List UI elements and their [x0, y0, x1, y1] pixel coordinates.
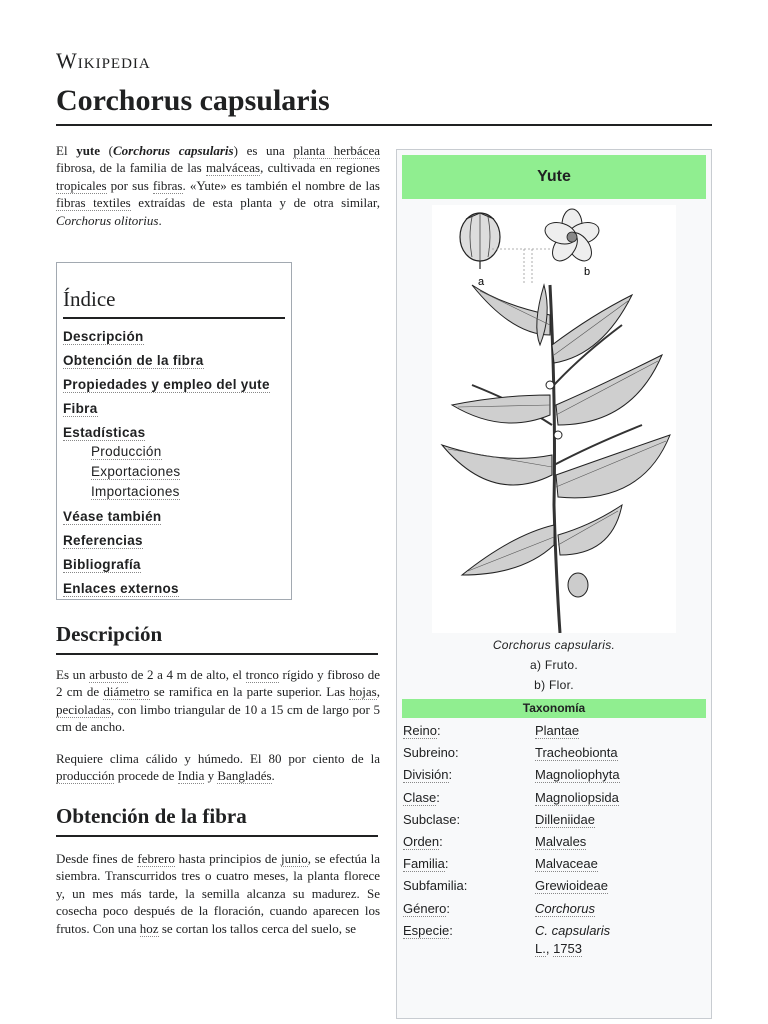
toc-item-enlaces-externos[interactable]: Enlaces externos: [63, 581, 179, 596]
link-arbusto[interactable]: arbusto: [89, 667, 128, 682]
link-pecioladas[interactable]: pecioladas: [56, 701, 111, 717]
link-fibras[interactable]: fibras: [152, 177, 183, 193]
tax-value-reino[interactable]: Plantae: [535, 723, 580, 738]
taxonomy-row: Género: Corchorus: [403, 900, 595, 916]
link-india[interactable]: India: [177, 768, 205, 784]
obtencion-text: Desde fines de febrero hasta principios de junio, se efectúa la siembra. Transcurridos tres o cuatro meses, la planta florece y, un mes más tarde, la semilla alcanza su madurez. Se cosecha poco después de la floración, cuando aparecen los frutos. Con una hoz se cortan los tallos cerca del suelo, se: [56, 851, 381, 936]
toc-item-referencias[interactable]: Referencias: [63, 533, 143, 548]
year-link[interactable]: 1753: [553, 940, 582, 956]
taxonomy-row: Orden: Malvales: [403, 833, 587, 849]
label-a: a: [478, 276, 485, 288]
tax-key-orden[interactable]: Orden: [403, 833, 440, 849]
taxonomy-row: Clase: Magnoliopsida: [403, 789, 619, 805]
taxonomy-header: Taxonomía: [402, 699, 706, 718]
tax-key-division[interactable]: División: [403, 767, 449, 783]
toc-subitem-exportaciones[interactable]: Exportaciones: [91, 464, 181, 479]
tax-key-clase[interactable]: Clase: [403, 789, 437, 805]
tax-key-subclase: Subclase: [403, 811, 457, 827]
link-diametro[interactable]: diámetro: [103, 684, 150, 700]
taxobox-title: Yute: [402, 155, 706, 199]
toc-subitem-importaciones[interactable]: Importaciones: [91, 484, 180, 499]
flower-drawing: [542, 209, 601, 266]
wikipedia-logo[interactable]: Wikipedia: [56, 48, 151, 73]
tax-value-subclase[interactable]: Dilleniidae: [535, 811, 595, 827]
toc-item-propiedades[interactable]: Propiedades y empleo del yute: [63, 377, 270, 392]
toc-item-fibra[interactable]: Fibra: [63, 401, 98, 416]
caption-fruit: a) Fruto.: [529, 658, 579, 672]
toc-item-obtencion[interactable]: Obtención de la fibra: [63, 353, 204, 368]
tax-key-subfamilia: Subfamilia: [403, 878, 464, 894]
link-tropicales[interactable]: tropicales: [56, 177, 107, 193]
taxonomy-row-especie: Especie: C. capsularis L., 1753: [397, 920, 711, 958]
taxonomy-table: [397, 720, 711, 958]
species-name: C. capsularis: [535, 922, 611, 938]
taxobox: [396, 149, 712, 1019]
tax-key-subreino: Subreino: [403, 745, 456, 761]
tax-value-subreino[interactable]: Tracheobionta: [535, 745, 618, 761]
link-junio[interactable]: junio: [280, 851, 308, 866]
intro-paragraph: El yute (Corchorus capsularis) es una planta herbácea fibrosa, de la familia de las malváceas, cultivada en regiones tropicales por sus fibras. «Yute» es también el nombre de las fibras textiles extraídas de esta planta y de otra similar, Corchorus olitorius.: [56, 143, 380, 228]
toc-subitem-produccion[interactable]: Producción: [91, 444, 162, 459]
descripcion-text: Es un arbusto de 2 a 4 m de alto, el tronco rígido y fibroso de 2 cm de diámetro se ramifica en la parte superior. Las hojas, pecioladas, con limbo triangular de 10 a 15 cm de largo por 5 cm de ancho. Requiere clima cálido y húmedo. El 80 por ciento de la producción procede de India y Bangladés.: [56, 667, 381, 784]
fruit-drawing: [460, 213, 500, 269]
toc-item-bibliografia[interactable]: Bibliografía: [63, 557, 141, 572]
section-heading-obtencion: Obtención de la fibra: [56, 804, 378, 837]
toc-title: Índice: [63, 287, 285, 319]
plant-illustration[interactable]: [432, 205, 676, 633]
section-heading-descripcion: Descripción: [56, 622, 378, 655]
taxonomy-row: Subreino: Tracheobionta: [403, 745, 618, 761]
corchorus-drawing: [432, 205, 676, 633]
caption-species: Corchorus capsularis.: [492, 638, 616, 652]
taxonomy-row: Subclase: Dilleniidae: [403, 811, 595, 827]
page-title: Corchorus capsularis: [56, 84, 712, 126]
tax-key-especie[interactable]: Especie: [403, 922, 450, 938]
toc-item-vease-tambien[interactable]: Véase también: [63, 509, 162, 524]
tax-key-reino[interactable]: Reino: [403, 723, 437, 738]
toc-item-descripcion[interactable]: Descripción: [63, 329, 144, 344]
link-tronco[interactable]: tronco: [245, 667, 279, 682]
link-hoz[interactable]: hoz: [139, 920, 159, 936]
illustration-caption: [397, 635, 711, 695]
caption-flower: b) Flor.: [534, 678, 574, 692]
tax-value-familia[interactable]: Malvaceae: [535, 856, 598, 872]
link-banglades[interactable]: Bangladés: [217, 768, 272, 784]
author-link[interactable]: L.: [535, 940, 546, 956]
link-planta-herbacea[interactable]: planta herbácea: [293, 143, 380, 158]
link-malvaceas[interactable]: malváceas: [205, 160, 261, 176]
link-hojas[interactable]: hojas: [349, 684, 377, 700]
tax-value-clase[interactable]: Magnoliopsida: [535, 789, 619, 805]
taxonomy-row: Reino: Plantae: [403, 723, 580, 738]
tax-key-familia[interactable]: Familia: [403, 856, 445, 872]
link-produccion[interactable]: producción: [56, 768, 115, 784]
tax-value-genero[interactable]: Corchorus: [535, 900, 595, 916]
tax-key-genero[interactable]: Género: [403, 900, 447, 916]
toc-item-estadisticas[interactable]: Estadísticas: [63, 425, 146, 440]
link-fibras-textiles[interactable]: fibras textiles: [56, 195, 131, 211]
link-febrero[interactable]: febrero: [137, 851, 175, 866]
taxonomy-row: Subfamilia: Grewioideae: [403, 878, 608, 894]
tax-value-orden[interactable]: Malvales: [535, 833, 587, 849]
table-of-contents: [56, 262, 292, 600]
tax-value-subfamilia[interactable]: Grewioideae: [535, 878, 608, 894]
label-b: b: [584, 266, 591, 278]
taxonomy-row: División: Magnoliophyta: [403, 767, 620, 783]
tax-value-division[interactable]: Magnoliophyta: [535, 767, 620, 783]
taxonomy-row: Familia: Malvaceae: [403, 856, 598, 872]
